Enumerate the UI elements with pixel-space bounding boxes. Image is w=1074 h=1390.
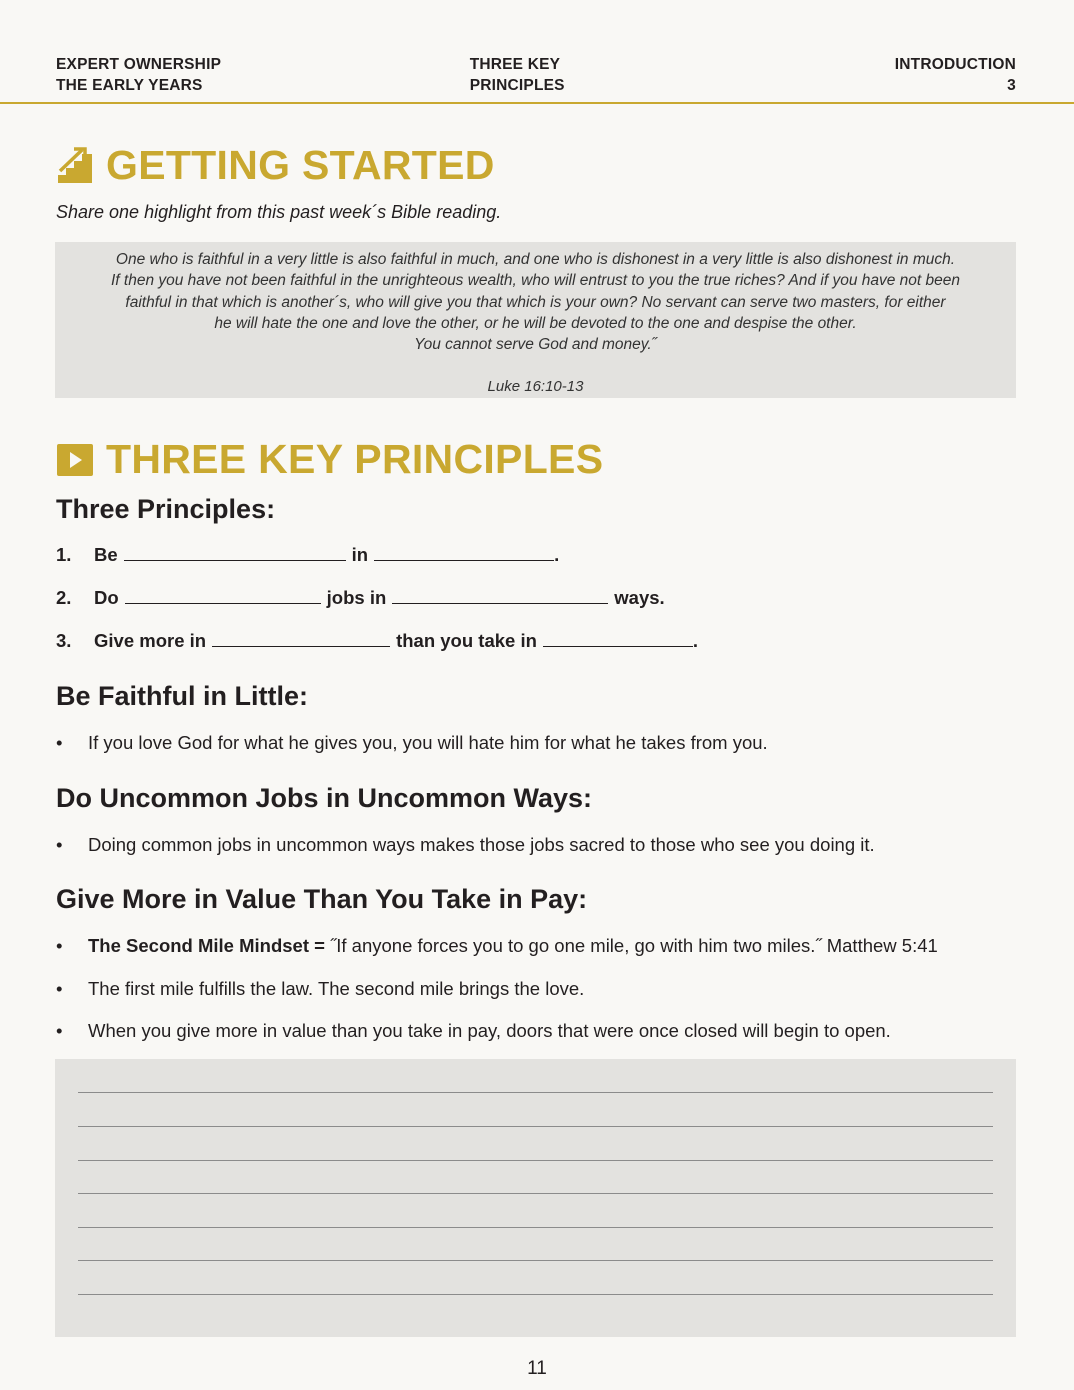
quote-line: he will hate the one and love the other, or he will be devoted to the one and despise the other. — [214, 314, 857, 332]
fill-in-blank[interactable] — [125, 590, 321, 604]
item-number: 3. — [56, 630, 72, 651]
list-item: • When you give more in value than you take in pay, doors that were once closed will begin to open. — [56, 1020, 891, 1041]
list-item: • Doing common jobs in uncommon ways makes those jobs sacred to those who see you doing it. — [56, 834, 875, 855]
bullet-text: If you love God for what he gives you, you will hate him for what he takes from you. — [88, 732, 768, 753]
fill-text: ways. — [614, 587, 665, 608]
list-item: • The Second Mile Mindset = ˝If anyone forces you to go one mile, go with him two miles.˝ Matthew 5:41 — [56, 935, 938, 956]
quote-line: If then you have not been faithful in the unrighteous wealth, who will entrust to you the true riches? And if you have not been — [110, 272, 961, 290]
fill-in-blank[interactable] — [543, 633, 693, 647]
principles-subtitle: Three Principles: — [56, 494, 276, 524]
bullet-text: ˝If anyone forces you to go one mile, go with him two miles.˝ Matthew 5:41 — [324, 935, 938, 956]
running-header — [56, 54, 1016, 104]
fill-in-blank[interactable] — [212, 633, 390, 647]
bullet-text: When you give more in value than you take in pay, doors that were once closed will begin to open. — [88, 1020, 891, 1041]
principles-title: THREE KEY PRINCIPLES — [106, 436, 604, 482]
fill-text: than you take in — [396, 630, 537, 651]
principle-item-1 — [56, 544, 559, 566]
getting-started-heading — [56, 142, 495, 189]
note-line — [78, 1227, 993, 1228]
scripture-quote-box — [55, 242, 1016, 398]
three-key-principles-heading — [56, 436, 603, 483]
header-chapter: INTRODUCTION — [894, 56, 1016, 73]
fill-text: in — [351, 544, 369, 565]
note-line — [78, 1193, 993, 1194]
notes-area[interactable] — [55, 1059, 1016, 1337]
header-divider — [0, 102, 1074, 104]
stairs-icon — [56, 147, 94, 185]
fill-in-blank[interactable] — [392, 590, 608, 604]
getting-started-title: GETTING STARTED — [106, 142, 495, 188]
fill-text: Be — [94, 544, 118, 565]
fill-text: Do — [94, 587, 119, 608]
fill-text: . — [692, 630, 699, 651]
principle-item-3 — [56, 630, 698, 652]
list-item: • The first mile fulfills the law. The second mile brings the love. — [56, 978, 585, 999]
note-line — [78, 1160, 993, 1161]
item-number: 1. — [56, 544, 72, 565]
discussion-prompt: Share one highlight from this past week´s Bible reading. — [56, 202, 502, 222]
note-line — [78, 1092, 993, 1093]
fill-text: jobs in — [326, 587, 387, 608]
principle-item-2 — [56, 587, 665, 609]
fill-in-blank[interactable] — [124, 547, 346, 561]
bullet-text: Doing common jobs in uncommon ways makes those jobs sacred to those who see you doing it. — [88, 834, 875, 855]
header-right — [736, 54, 1016, 104]
play-icon — [56, 441, 94, 479]
note-line — [78, 1294, 993, 1295]
bullet-text: The first mile fulfills the law. The second mile brings the love. — [88, 978, 585, 999]
fill-in-blank[interactable] — [374, 547, 554, 561]
quote-line: faithful in that which is another´s, who will give you that which is your own? No servant can serve two masters, for either — [125, 293, 946, 311]
note-line — [78, 1126, 993, 1127]
header-section-line1: THREE KEY — [469, 56, 561, 73]
header-chapter-number: 3 — [1007, 77, 1016, 94]
header-left — [56, 54, 336, 104]
fill-text: Give more in — [94, 630, 207, 651]
faithful-heading: Be Faithful in Little: — [56, 681, 308, 711]
quote-line: You cannot serve God and money.˝ — [414, 336, 657, 354]
header-section-line2: PRINCIPLES — [469, 77, 565, 94]
quote-line: One who is faithful in a very little is also faithful in much, and one who is dishonest in a very little is also dishonest in much. — [115, 251, 956, 268]
fill-text: . — [554, 544, 560, 565]
note-line — [78, 1260, 993, 1261]
quote-reference: Luke 16:10-13 — [487, 378, 584, 396]
list-item: • If you love God for what he gives you, you will hate him for what he takes from you. — [56, 732, 768, 753]
item-number: 2. — [56, 587, 72, 608]
header-book-subtitle: THE EARLY YEARS — [56, 77, 203, 94]
give-more-heading: Give More in Value Than You Take in Pay: — [56, 884, 588, 914]
uncommon-heading: Do Uncommon Jobs in Uncommon Ways: — [56, 783, 593, 813]
second-mile-label: The Second Mile Mindset = — [88, 935, 325, 956]
page-number: 11 — [527, 1358, 547, 1379]
header-center — [336, 54, 737, 104]
header-book-title: EXPERT OWNERSHIP — [56, 56, 222, 73]
